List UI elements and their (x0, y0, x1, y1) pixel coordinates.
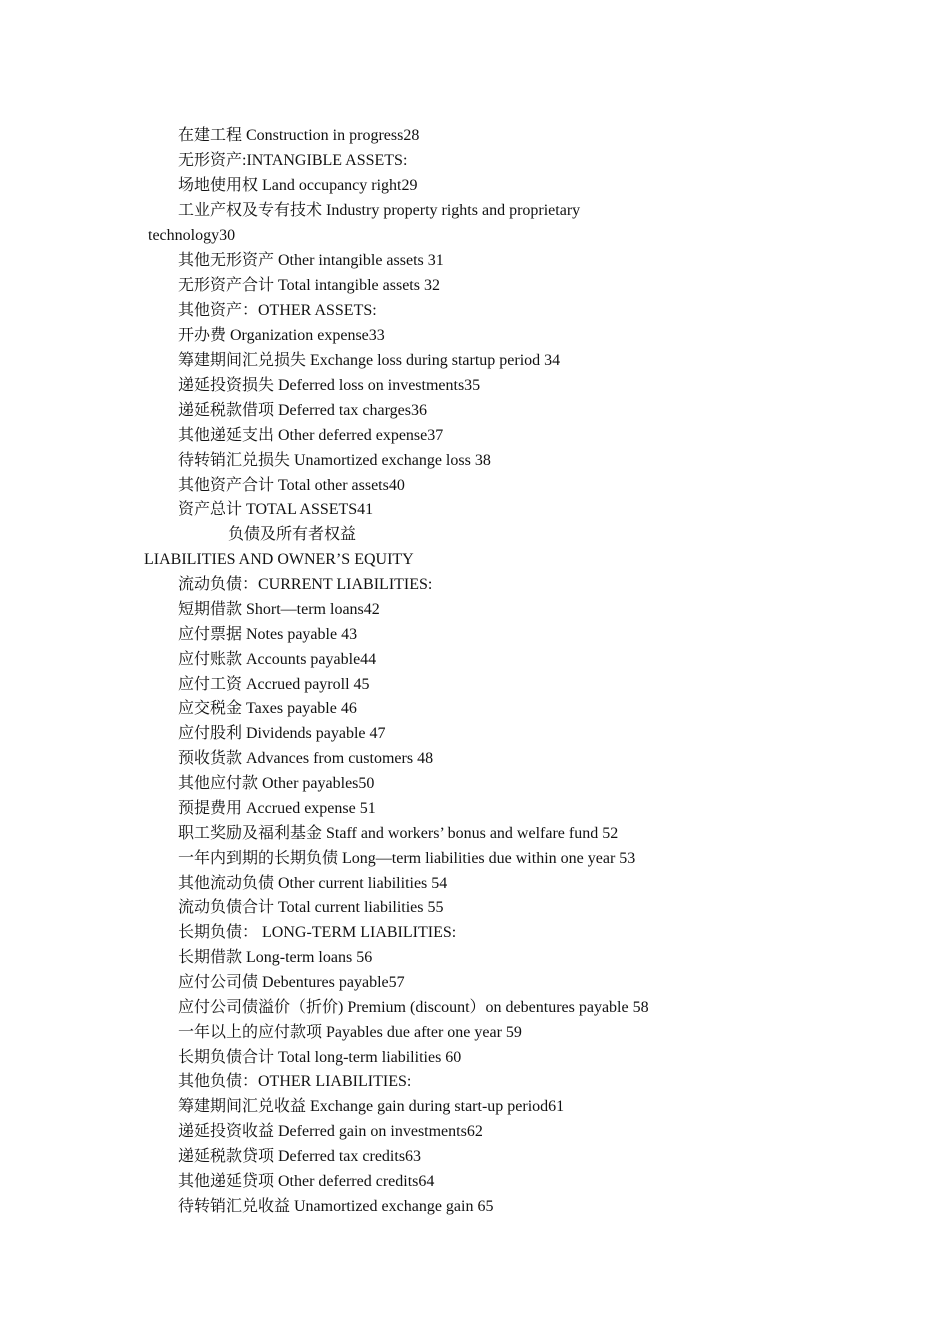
line-short-term-loans: 短期借款 Short—term loans42 (178, 601, 380, 618)
line-notes-payable: 应付票据 Notes payable 43 (178, 626, 358, 643)
heading-other-assets: 其他资产：OTHER ASSETS: (178, 302, 377, 319)
line-deferred-tax-charges: 递延税款借项 Deferred tax charges36 (178, 402, 427, 419)
line-other-payables: 其他应付款 Other payables50 (178, 775, 375, 792)
heading-liabilities-equity-chinese: 负债及所有者权益 (228, 526, 357, 543)
line-other-intangible-assets: 其他无形资产 Other intangible assets 31 (178, 252, 444, 269)
line-long-term-loans: 长期借款 Long-term loans 56 (178, 949, 373, 966)
line-advances-from-customers: 预收货款 Advances from customers 48 (178, 750, 434, 767)
heading-current-liabilities: 流动负债：CURRENT LIABILITIES: (178, 576, 433, 593)
line-accounts-payable: 应付账款 Accounts payable44 (178, 651, 377, 668)
line-payables-after-one-year: 一年以上的应付款项 Payables due after one year 59 (178, 1024, 522, 1041)
line-total-current-liabilities: 流动负债合计 Total current liabilities 55 (178, 899, 444, 916)
heading-liabilities-equity: LIABILITIES AND OWNER’S EQUITY (144, 551, 414, 568)
line-unamortized-exchange-gain: 待转销汇兑收益 Unamortized exchange gain 65 (178, 1198, 494, 1215)
line-total-other-assets: 其他资产合计 Total other assets40 (178, 477, 405, 494)
line-total-assets: 资产总计 TOTAL ASSETS41 (178, 501, 374, 518)
line-premium-discount-debentures: 应付公司债溢价（折价) Premium (discount）on debentures payable 58 (178, 999, 649, 1016)
line-industry-property-rights: 工业产权及专有技术 Industry property rights and proprietary (178, 202, 581, 219)
line-other-current-liabilities: 其他流动负债 Other current liabilities 54 (178, 875, 448, 892)
line-exchange-gain-startup: 筹建期间汇兑收益 Exchange gain during start-up period61 (178, 1098, 565, 1115)
line-dividends-payable: 应付股利 Dividends payable 47 (178, 725, 386, 742)
line-deferred-tax-credits: 递延税款贷项 Deferred tax credits63 (178, 1148, 422, 1165)
line-other-deferred-credits: 其他递延贷项 Other deferred credits64 (178, 1173, 435, 1190)
line-accrued-expense: 预提费用 Accrued expense 51 (178, 800, 376, 817)
line-total-intangible-assets: 无形资产合计 Total intangible assets 32 (178, 277, 440, 294)
line-construction-in-progress: 在建工程 Construction in progress28 (178, 127, 420, 144)
heading-long-term-liabilities: 长期负债： LONG-TERM LIABILITIES: (178, 924, 457, 941)
line-unamortized-exchange-loss: 待转销汇兑损失 Unamortized exchange loss 38 (178, 452, 491, 469)
line-exchange-loss-startup: 筹建期间汇兑损失 Exchange loss during startup period 34 (178, 352, 561, 369)
heading-intangible-assets: 无形资产:INTANGIBLE ASSETS: (178, 152, 408, 169)
line-organization-expense: 开办费 Organization expense33 (178, 327, 385, 344)
line-taxes-payable: 应交税金 Taxes payable 46 (178, 700, 357, 717)
line-long-term-liabilities-due: 一年内到期的长期负债 Long—term liabilities due within one year 53 (178, 850, 636, 867)
line-land-occupancy-right: 场地使用权 Land occupancy right29 (178, 177, 418, 194)
line-total-long-term-liabilities: 长期负债合计 Total long-term liabilities 60 (178, 1049, 462, 1066)
line-accrued-payroll: 应付工资 Accrued payroll 45 (178, 676, 370, 693)
line-other-deferred-expense: 其他递延支出 Other deferred expense37 (178, 427, 444, 444)
heading-other-liabilities: 其他负债：OTHER LIABILITIES: (178, 1073, 412, 1090)
line-industry-property-rights-continued: technology30 (148, 227, 236, 244)
line-deferred-loss-investments: 递延投资损失 Deferred loss on investments35 (178, 377, 481, 394)
line-debentures-payable: 应付公司债 Debentures payable57 (178, 974, 405, 991)
line-bonus-welfare-fund: 职工奖励及福利基金 Staff and workers’ bonus and welfare fund 52 (178, 825, 619, 842)
line-deferred-gain-investments: 递延投资收益 Deferred gain on investments62 (178, 1123, 483, 1140)
